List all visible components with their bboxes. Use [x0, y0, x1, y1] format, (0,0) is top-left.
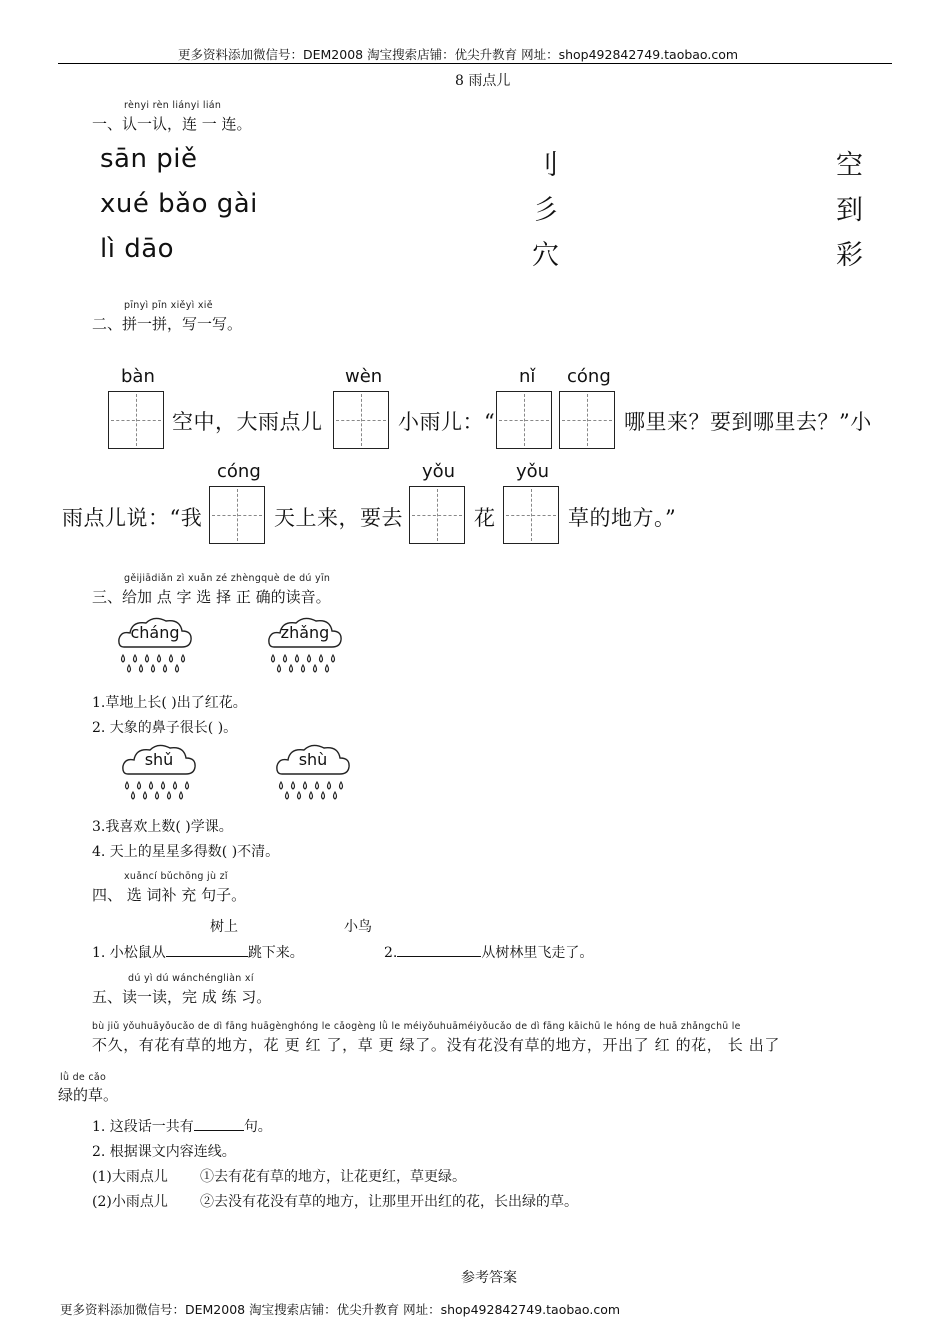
para-pinyin: bù jiǔ yǒuhuāyǒucǎo de dì fāng huāgènghóng le cǎogèng lǜ le méiyǒuhuāméiyǒucǎo de dì fāng kāichū le hóng de huā zhǎngchū le — [92, 1021, 741, 1032]
py-cong-1: cóng — [567, 366, 611, 387]
write-box-ban[interactable] — [108, 391, 164, 449]
page-header: 更多资料添加微信号：DEM2008 淘宝搜索店铺：优尖升教育 网址：shop492842749.taobao.com — [178, 47, 739, 62]
header-rule — [58, 63, 892, 64]
line1-text-a: 空中，大雨点儿 — [172, 410, 323, 434]
py-ni: nǐ — [519, 366, 536, 387]
write-box-you-1[interactable] — [409, 486, 465, 544]
match-right-1[interactable]: ①去有花有草的地方，让花更红，草更绿。 — [200, 1169, 466, 1185]
s5-q1-start: 1. 这段话一共有 — [92, 1119, 194, 1135]
option-shushang[interactable]: 树上 — [210, 919, 238, 935]
line2-text-b: 天上来，要去 — [274, 506, 403, 530]
answers-title: 参考答案 — [461, 1270, 517, 1286]
lesson-title: 8 雨点儿 — [455, 73, 511, 89]
s5-q1-end: 句。 — [243, 1119, 272, 1135]
s3-q3: 3.我喜欢上数( )学课。 — [92, 819, 233, 835]
right-item-2[interactable]: 到 — [836, 195, 863, 226]
section3-pinyin: gěijiādiǎn zì xuǎn zé zhèngquè de dú yīn — [124, 573, 331, 584]
match-left-1[interactable]: (1)大雨点儿 — [92, 1169, 168, 1185]
left-item-1[interactable]: sān piě — [100, 144, 198, 174]
page-footer: 更多资料添加微信号：DEM2008 淘宝搜索店铺：优尖升教育 网址：shop492842749.taobao.com — [60, 1302, 621, 1317]
blank-2[interactable] — [397, 942, 481, 957]
s4-q2 — [384, 942, 593, 962]
section1-heading: 一、认一认，连 一 连。 — [92, 115, 252, 133]
middle-item-3[interactable]: 穴 — [532, 240, 559, 271]
para2-pinyin: lǜ de cǎo — [60, 1072, 107, 1083]
s5-q2: 2. 根据课文内容连线。 — [92, 1144, 236, 1160]
cloud-option-zhang[interactable] — [264, 615, 346, 675]
write-box-you-2[interactable] — [503, 486, 559, 544]
s3-q1: 1.草地上长( )出了红花。 — [92, 695, 247, 711]
write-box-cong[interactable] — [559, 391, 615, 449]
left-item-3[interactable]: lì dāo — [100, 234, 175, 264]
py-wen: wèn — [345, 366, 383, 387]
py-ban: bàn — [121, 366, 155, 387]
write-box-wen[interactable] — [333, 391, 389, 449]
line1-text-b: 小雨儿：“ — [398, 410, 496, 434]
py-you-1: yǒu — [422, 461, 456, 482]
middle-item-1[interactable]: 刂 — [532, 150, 559, 181]
cloud-option-shu4[interactable] — [272, 742, 354, 802]
section5-pinyin: dú yì dú wánchéngliàn xí — [128, 973, 254, 984]
line2-text-d: 草的地方。” — [568, 506, 677, 530]
section4-pinyin: xuǎncí bǔchōng jù zǐ — [124, 871, 228, 882]
para-text: 不久，有花有草的地方，花 更 红 了，草 更 绿了。没有花没有草的地方，开出了 红 的花， 长 出了 — [92, 1036, 780, 1054]
line2-text-c: 花 — [474, 506, 496, 530]
cloud-label-shu4: shù — [298, 750, 328, 769]
section4-heading: 四、 选 词补 充 句子。 — [92, 886, 247, 904]
blank-3[interactable] — [194, 1116, 244, 1131]
match-right-2[interactable]: ②去没有花没有草的地方，让那里开出红的花，长出绿的草。 — [200, 1194, 578, 1210]
py-cong-2: cóng — [217, 461, 261, 482]
cloud-label-shu3: shǔ — [144, 750, 174, 769]
para2-text: 绿的草。 — [58, 1086, 119, 1104]
s4-q2-end: 从树林里飞走了。 — [481, 945, 594, 961]
middle-item-2[interactable]: 彡 — [532, 195, 559, 226]
line1-text-c: 哪里来？要到哪里去？”小 — [624, 410, 872, 434]
py-you-2: yǒu — [516, 461, 550, 482]
left-item-2[interactable]: xué bǎo gài — [100, 189, 258, 219]
cloud-label-chang: cháng — [130, 623, 180, 642]
section1-pinyin: rènyi rèn liányi lián — [124, 100, 222, 111]
section5-heading: 五、读一读，完 成 练 习。 — [92, 988, 272, 1006]
s4-q1-end: 跳下来。 — [247, 945, 304, 961]
s3-q4: 4. 天上的星星多得数( )不清。 — [92, 844, 280, 860]
s5-q1 — [92, 1116, 272, 1136]
write-box-cong-2[interactable] — [209, 486, 265, 544]
right-item-1[interactable]: 空 — [836, 150, 863, 181]
write-box-ni[interactable] — [496, 391, 552, 449]
cloud-option-shu3[interactable] — [118, 742, 200, 802]
s4-q1-start: 1. 小松鼠从 — [92, 945, 166, 961]
blank-1[interactable] — [166, 942, 248, 957]
line2-text-a: 雨点儿说：“我 — [62, 506, 203, 530]
s3-q2: 2. 大象的鼻子很长( )。 — [92, 720, 238, 736]
match-left-2[interactable]: (2)小雨点儿 — [92, 1194, 168, 1210]
right-item-3[interactable]: 彩 — [836, 240, 863, 271]
section3-heading: 三、给加 点 字 选 择 正 确的读音。 — [92, 588, 331, 606]
option-xiaoniao[interactable]: 小鸟 — [344, 919, 372, 935]
s4-q2-start: 2. — [384, 945, 398, 961]
section2-pinyin: pīnyì pīn xiěyì xiě — [124, 300, 213, 311]
cloud-label-zhang: zhǎng — [280, 623, 330, 642]
section2-heading: 二、拼一拼，写一写。 — [92, 315, 243, 333]
cloud-option-chang[interactable] — [114, 615, 196, 675]
s4-q1 — [92, 942, 304, 962]
